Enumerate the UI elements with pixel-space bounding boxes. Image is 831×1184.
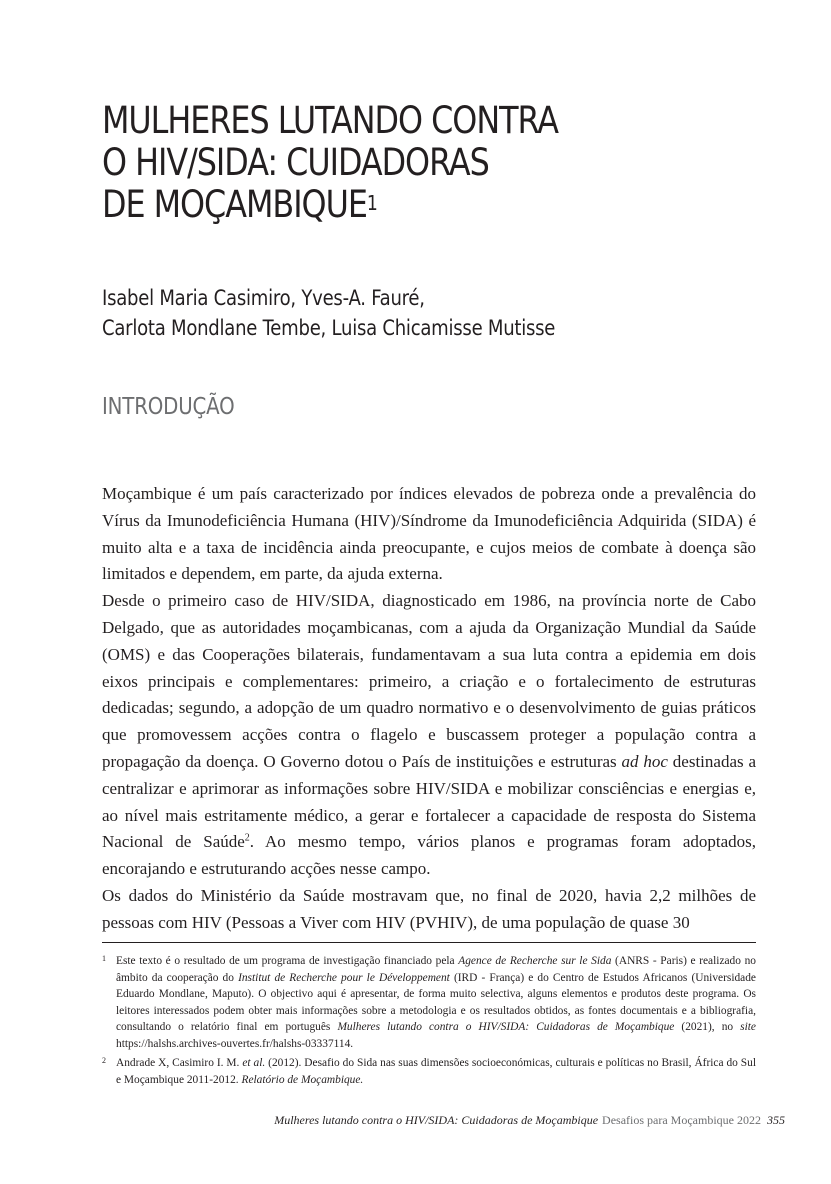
authors-line-2: Carlota Mondlane Tembe, Luisa Chicamisse Mutisse xyxy=(102,316,556,340)
footnote-2-italic-2: Relatório de Moçambique. xyxy=(241,1073,364,1086)
footnote-1-text-b: (ANRS - Paris) e realizado no âmbito da cooperação do xyxy=(116,955,756,984)
footnote-2-text-a: Andrade X, Casimiro I. M. xyxy=(116,1057,243,1069)
chapter-title-line-1: MULHERES LUTANDO CONTRA xyxy=(102,99,559,142)
footnotes xyxy=(102,942,756,1091)
body-text xyxy=(102,481,756,937)
page-footer xyxy=(274,1112,785,1128)
chapter-title-line-2: O HIV/SIDA: CUIDADORAS xyxy=(102,141,489,184)
body-footnote-ref-2[interactable]: 2 xyxy=(244,832,250,844)
footnote-2-italic-1: et al. xyxy=(242,1057,266,1069)
paragraph-3: Os dados do Ministério da Saúde mostravam que, no final de 2020, havia 2,2 milhões de pessoas com HIV (Pessoas a Viver com HIV (PVHIV), de uma população de quase 30 xyxy=(102,885,756,932)
footnote-1-text-a: Este texto é o resultado de um programa de investigação financiado pela xyxy=(116,955,459,967)
page-number: 355 xyxy=(767,1113,785,1127)
paragraph-2-part-b: destinadas a centralizar e aprimorar as informações sobre HIV/SIDA e mobilizar consciências e energias e, ao nível mais estritamente médico, a gerar e fortalecer a capacidade de resposta do Sistema Nacional de Saúde xyxy=(102,751,757,852)
footnote-1-italic-4: site xyxy=(740,1021,756,1033)
paragraph-2 xyxy=(102,588,756,883)
footnote-2 xyxy=(102,1055,756,1088)
authors-line-1: Isabel Maria Casimiro, Yves-A. Fauré, xyxy=(102,286,425,310)
paragraph-2-part-c: . Ao mesmo tempo, vários planos e programas foram adoptados, encorajando e estruturando acções nesse campo. xyxy=(102,832,757,879)
chapter-title xyxy=(102,100,652,226)
footnote-1-text-e[interactable]: https://halshs.archives-ouvertes.fr/halshs-03337114. xyxy=(116,1037,354,1050)
footnote-1-text-c: (IRD - França) e do Centro de Estudos Africanos (Universidade Eduardo Mondlane, Maputo). O objectivo aqui é apresentar, de forma muito selectiva, alguns elementos e produtos deste programa. Os leitores interessados podem obter mais informações sobre a metodologia e os resultados obtidos, as fontes documentais e a bibliografia, consultando o relatório final em português xyxy=(116,971,756,1033)
footnote-1-number: 1 xyxy=(102,954,106,963)
footnote-1-italic-3: Mulheres lutando contra o HIV/SIDA: Cuidadoras de Moçambique xyxy=(337,1021,675,1033)
footnote-1-italic-1: Agence de Recherche sur le Sida xyxy=(458,955,612,967)
footnote-1-italic-2: Institut de Recherche pour le Développement xyxy=(238,971,450,984)
section-title: INTRODUÇÃO xyxy=(102,394,235,420)
paragraph-2-italic: ad hoc xyxy=(621,751,668,771)
running-title: Mulheres lutando contra o HIV/SIDA: Cuidadoras de Moçambique xyxy=(274,1113,599,1127)
footnote-1-text-d: (2021), no xyxy=(674,1021,741,1033)
footnote-1 xyxy=(102,953,756,1052)
paragraph-1: Moçambique é um país caracterizado por índices elevados de pobreza onde a prevalência do Vírus da Imunodeficiência Humana (HIV)/Síndrome da Imunodeficiência Adquirida (SIDA) é muito alta e a taxa de incidência ainda preocupante, e cujos meios de combate à doença são limitados e dependem, em parte, da ajuda externa. xyxy=(102,484,756,584)
series-title: Desafios para Moçambique 2022 xyxy=(602,1113,761,1127)
chapter-title-line-3-text: DE MOÇAMBIQUE xyxy=(102,183,367,226)
title-footnote-ref[interactable]: 1 xyxy=(366,191,378,215)
paragraph-2-part-a: Desde o primeiro caso de HIV/SIDA, diagnosticado em 1986, na província norte de Cabo Delgado, que as autoridades moçambicanas, com a ajuda da Organização Mundial da Saúde (OMS) e das Cooperações bilaterais, fundamentavam a sua luta contra a epidemia em dois eixos principais e complementares: primeiro, a criação e o fortalecimento de estruturas dedicadas; segundo, a adopção de um quadro normativo e o desenvolvimento de guias práticos que promovessem acções contra o flagelo e buscassem proteger a população contra a propagação da doença. O Governo dotou o País de instituições e estruturas xyxy=(102,591,756,771)
footnote-2-text-b: (2012). Desafio do Sida nas suas dimensões socioeconómicas, culturais e políticas no Brasil, África do Sul e Moçambique 2011-2012. xyxy=(116,1057,756,1086)
chapter-title-line-3 xyxy=(102,184,652,226)
footnote-2-number: 2 xyxy=(102,1056,106,1065)
authors xyxy=(102,283,652,343)
